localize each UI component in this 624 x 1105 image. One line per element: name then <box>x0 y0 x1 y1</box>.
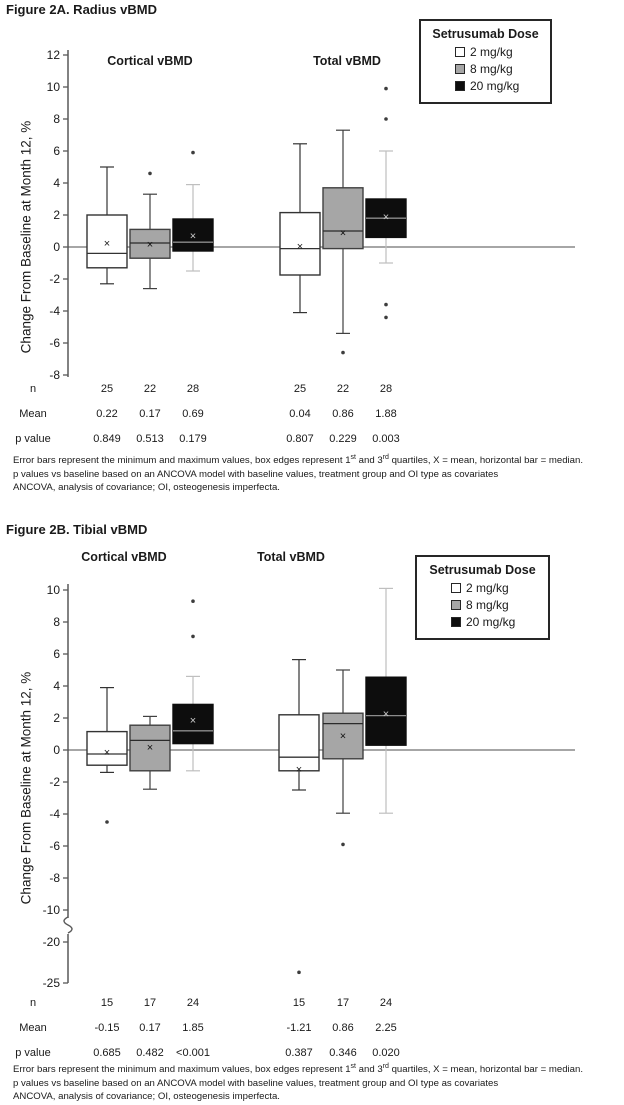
stat-value: 0.229 <box>329 433 357 445</box>
stat-value: 25 <box>293 383 307 395</box>
subplot-title-cortical-2a: Cortical vBMD <box>107 54 193 68</box>
legend-item-label: 20 mg/kg <box>466 615 516 629</box>
y-axis-tick-label: 4 <box>53 679 60 693</box>
stat-value: 0.179 <box>179 433 207 445</box>
mean-x-marker: × <box>296 240 304 253</box>
mean-x-marker: × <box>382 211 390 224</box>
legend-item-label: 2 mg/kg <box>466 581 509 595</box>
figure-2b-title: Figure 2B. Tibial vBMD <box>6 522 148 537</box>
figure-2a <box>0 0 624 515</box>
y-axis-tick-label: -8 <box>49 368 60 382</box>
footnote-line: ANCOVA, analysis of covariance; OI, osteogenesis imperfecta. <box>13 1091 280 1103</box>
mean-x-marker: × <box>103 237 111 250</box>
mean-x-marker: × <box>103 746 111 759</box>
stat-value: 22 <box>143 383 157 395</box>
stat-row-label: p value <box>15 433 51 445</box>
footnote-line: Error bars represent the minimum and maximum values, box edges represent 1st and 3rd quartiles, X = mean, horizontal bar = median. <box>13 1063 584 1076</box>
stat-value: 2.25 <box>375 1022 397 1034</box>
stat-value: 0.17 <box>139 1022 161 1034</box>
legend-title: Setrusumab Dose <box>432 27 539 41</box>
stat-value: 0.04 <box>289 408 311 420</box>
stat-value: 1.88 <box>375 408 397 420</box>
stat-row-label: n <box>29 997 37 1009</box>
figure-2a-title: Figure 2A. Radius vBMD <box>6 2 157 17</box>
stats-table-2b <box>0 520 624 1105</box>
y-axis-tick-label: -6 <box>49 839 60 853</box>
legend-item-label: 20 mg/kg <box>470 79 520 93</box>
figure-2b <box>0 520 624 1105</box>
y-axis-label-2a: Change From Baseline at Month 12, % <box>18 120 34 354</box>
stat-value: 1.85 <box>182 1022 204 1034</box>
stat-row-label: p value <box>15 1047 51 1059</box>
stat-row-label: Mean <box>19 1022 47 1034</box>
y-axis-tick-label: -2 <box>49 775 60 789</box>
footnote-line: Error bars represent the minimum and maximum values, box edges represent 1st and 3rd quartiles, X = mean, horizontal bar = median. <box>13 454 584 467</box>
y-axis-tick-label: 12 <box>46 48 60 62</box>
y-axis-tick-label: -20 <box>42 935 60 949</box>
footnotes-2b <box>13 1060 617 1104</box>
mean-x-marker: × <box>189 714 197 727</box>
stat-value: -1.21 <box>286 1022 312 1034</box>
stat-value: 0.003 <box>372 433 400 445</box>
y-axis-tick-label: 6 <box>53 144 60 158</box>
stat-value: 28 <box>379 383 393 395</box>
stat-value: 25 <box>100 383 114 395</box>
mean-x-marker: × <box>339 227 347 240</box>
y-axis-tick-label: -2 <box>49 272 60 286</box>
mean-x-marker: × <box>339 730 347 743</box>
mean-x-marker: × <box>189 230 197 243</box>
y-axis-tick-label: 2 <box>53 711 60 725</box>
y-axis-tick-label: -4 <box>49 807 60 821</box>
stat-row-label: Mean <box>19 408 47 420</box>
stat-value: 0.513 <box>136 433 164 445</box>
footnote-line: p values vs baseline based on an ANCOVA model with baseline values, treatment group and OI type as covariates <box>13 468 499 480</box>
y-axis-tick-label: -6 <box>49 336 60 350</box>
stat-row-label: n <box>29 383 37 395</box>
mean-x-marker: × <box>146 238 154 251</box>
stat-value: 28 <box>186 383 200 395</box>
stat-value: 0.69 <box>182 408 204 420</box>
stat-value: -0.15 <box>94 1022 120 1034</box>
y-axis-tick-label: 8 <box>53 615 60 629</box>
y-axis-label-2b: Change From Baseline at Month 12, % <box>18 671 34 905</box>
stat-value: 0.482 <box>136 1047 164 1059</box>
y-axis-tick-label: -4 <box>49 304 60 318</box>
subplot-title-total-2b: Total vBMD <box>257 550 325 564</box>
stat-value: 0.17 <box>139 408 161 420</box>
stat-value: 0.86 <box>332 408 354 420</box>
footnote-line: ANCOVA, analysis of covariance; OI, osteogenesis imperfecta. <box>13 482 280 494</box>
stat-value: 17 <box>336 997 350 1009</box>
stat-value: 24 <box>186 997 200 1009</box>
footnotes-2a <box>13 451 617 495</box>
stats-table-2a <box>0 0 624 515</box>
y-axis-tick-label: 10 <box>46 80 60 94</box>
stat-value: 15 <box>292 997 306 1009</box>
y-axis-tick-label: -10 <box>42 903 60 917</box>
stat-value: 15 <box>100 997 114 1009</box>
stat-value: 0.86 <box>332 1022 354 1034</box>
subplot-title-total-2a: Total vBMD <box>313 54 381 68</box>
mean-x-marker: × <box>146 741 154 754</box>
mean-x-marker: × <box>295 763 303 776</box>
subplot-title-cortical-2b: Cortical vBMD <box>81 550 167 564</box>
y-axis-tick-label: 6 <box>53 647 60 661</box>
stat-value: 0.020 <box>372 1047 400 1059</box>
y-axis-tick-label: 2 <box>53 208 60 222</box>
stat-value: 0.346 <box>329 1047 357 1059</box>
stat-value: <0.001 <box>176 1047 210 1059</box>
y-axis-tick-label: 10 <box>46 583 60 597</box>
stat-value: 0.849 <box>93 433 121 445</box>
y-axis-tick-label: -25 <box>42 976 60 990</box>
footnote-line: p values vs baseline based on an ANCOVA model with baseline values, treatment group and OI type as covariates <box>13 1077 499 1089</box>
y-axis-tick-label: 8 <box>53 112 60 126</box>
legend-title: Setrusumab Dose <box>429 563 536 577</box>
stat-value: 22 <box>336 383 350 395</box>
y-axis-tick-label: 4 <box>53 176 60 190</box>
stat-value: 0.387 <box>285 1047 313 1059</box>
mean-x-marker: × <box>382 708 390 721</box>
legend-item-label: 2 mg/kg <box>470 45 513 59</box>
stat-value: 24 <box>379 997 393 1009</box>
y-axis-tick-label: 0 <box>53 743 60 757</box>
stat-value: 0.807 <box>286 433 314 445</box>
stat-value: 17 <box>143 997 157 1009</box>
stat-value: 0.22 <box>96 408 118 420</box>
y-axis-tick-label: 0 <box>53 240 60 254</box>
legend-item-label: 8 mg/kg <box>466 598 509 612</box>
stat-value: 0.685 <box>93 1047 121 1059</box>
legend-item-label: 8 mg/kg <box>470 62 513 76</box>
y-axis-tick-label: -8 <box>49 871 60 885</box>
